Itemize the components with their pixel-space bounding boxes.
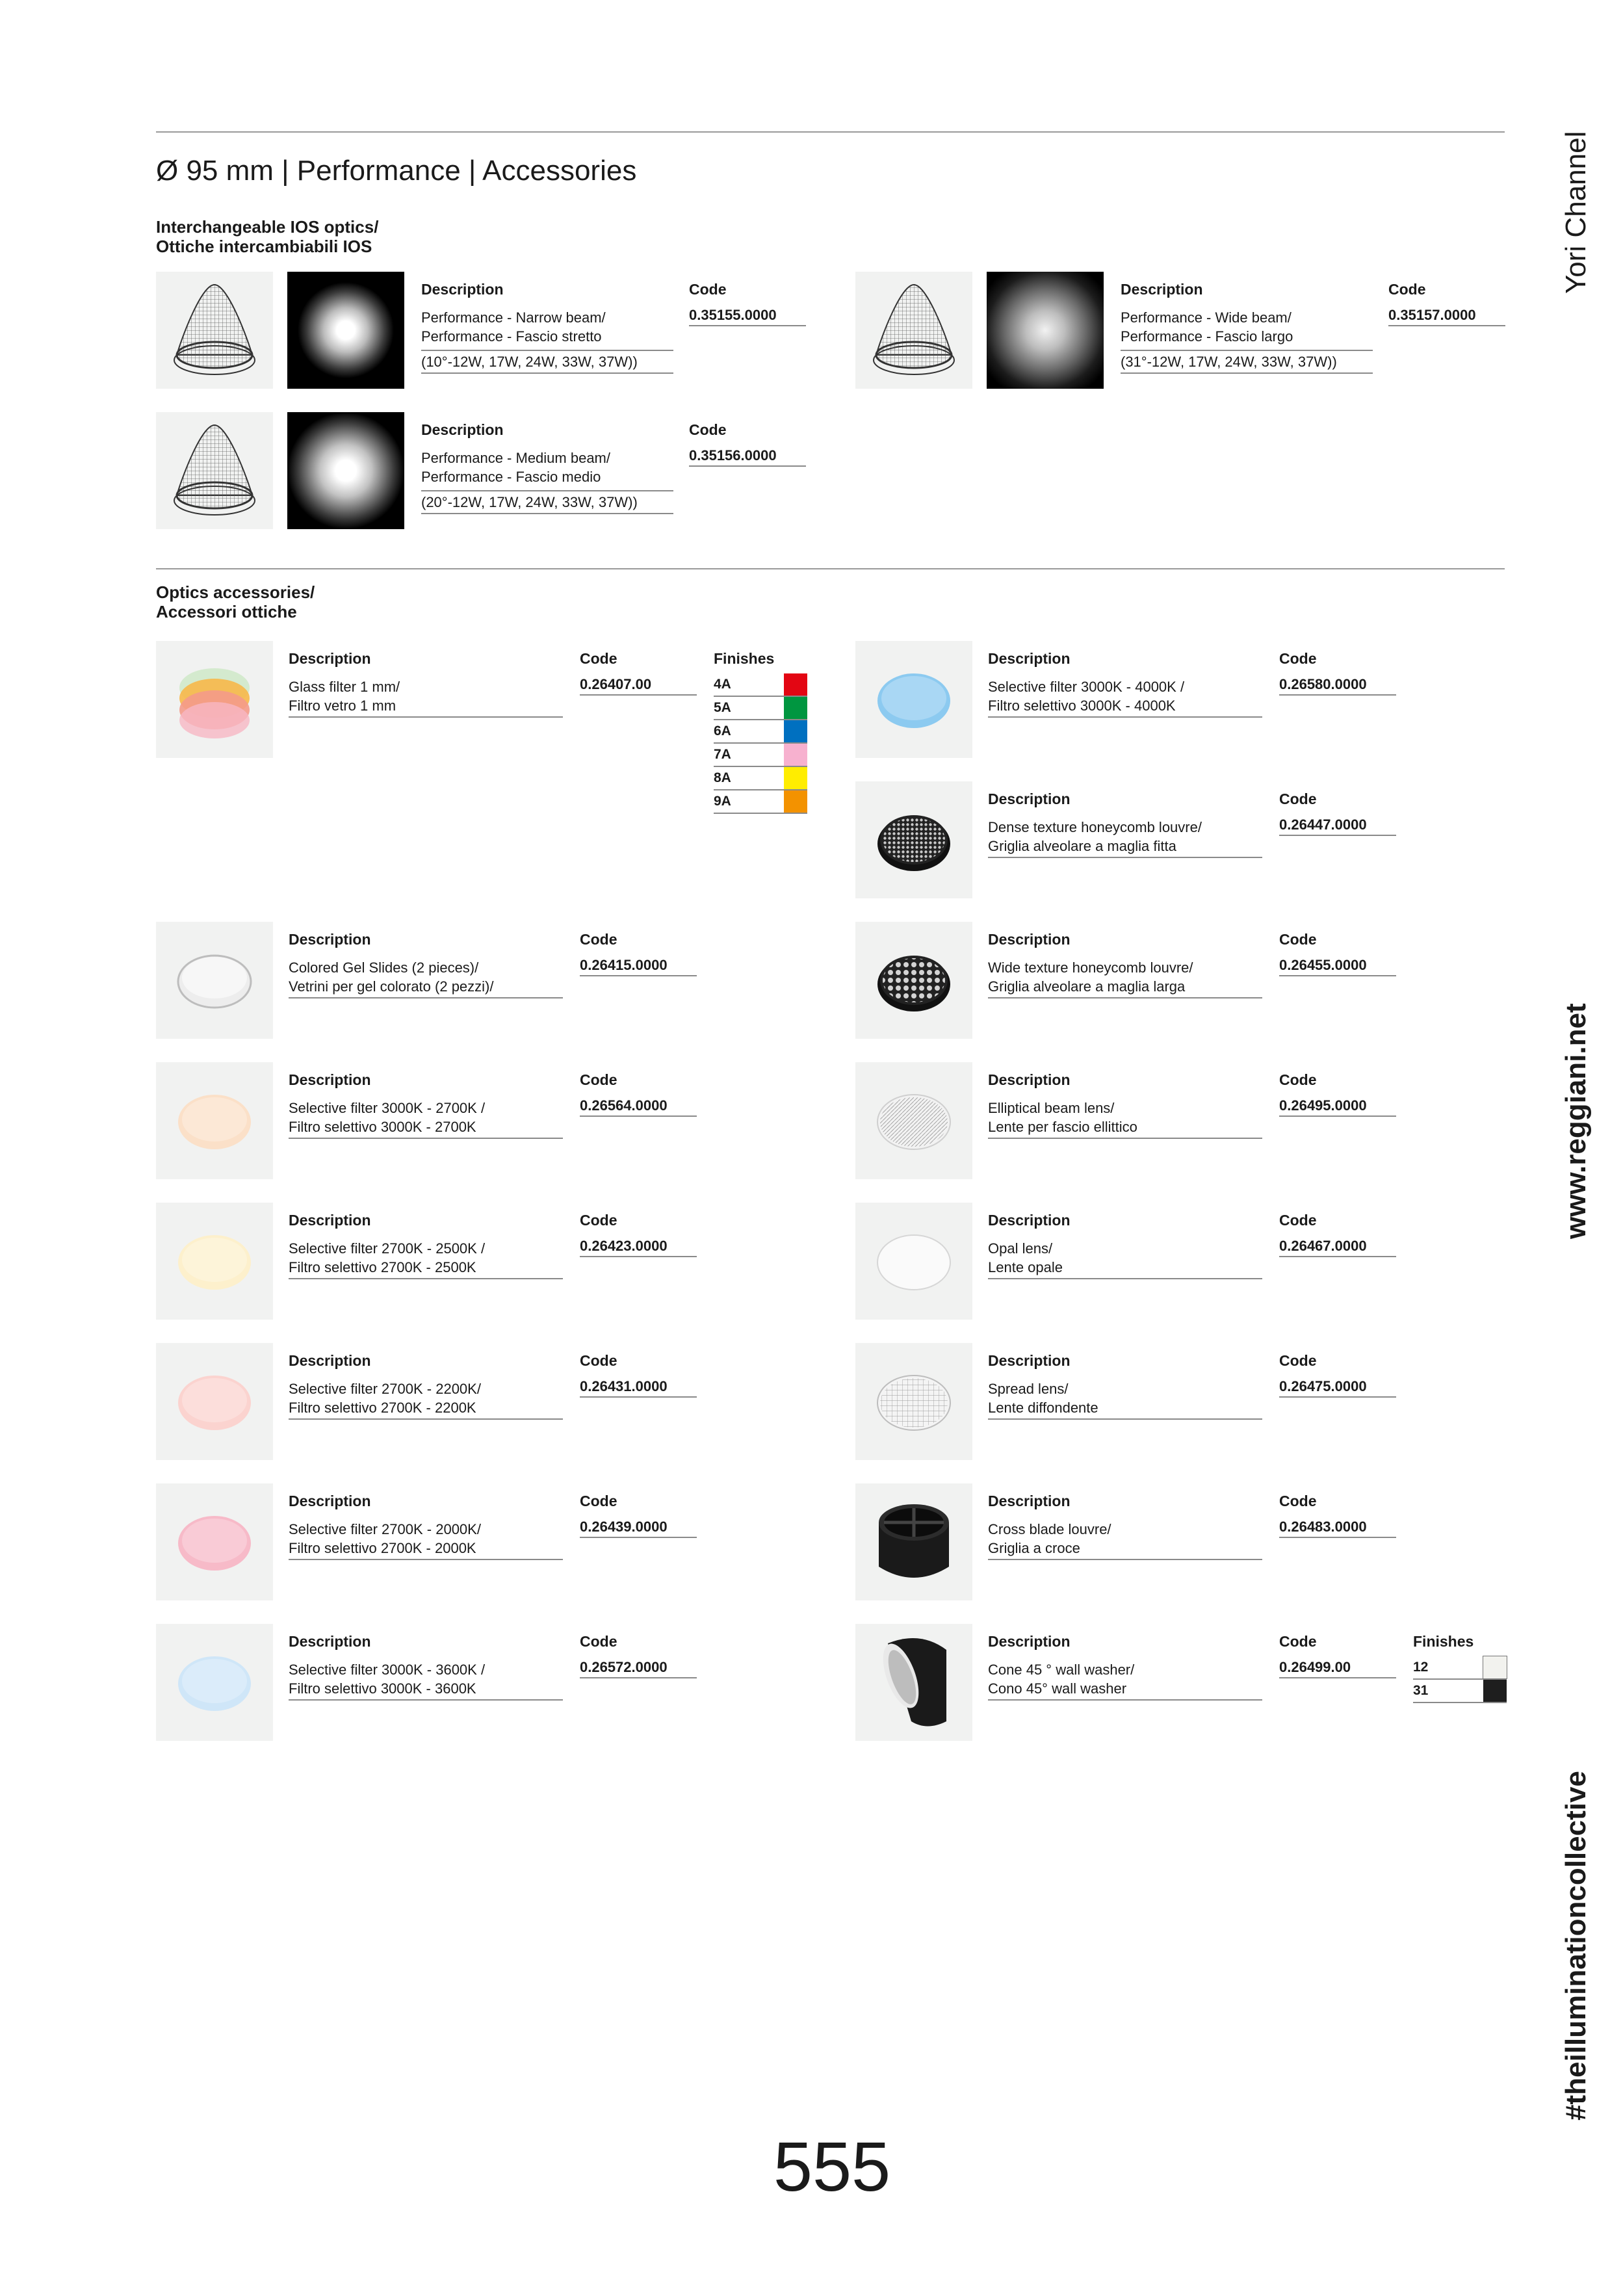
accessory-image xyxy=(156,641,273,758)
code-label: Code xyxy=(1279,931,1317,948)
finish-row xyxy=(714,673,807,697)
reflector-icon xyxy=(855,272,972,389)
finish-code: 8A xyxy=(714,770,731,785)
accessory-image xyxy=(855,1343,972,1460)
accessory-description xyxy=(289,1660,563,1701)
finish-code: 4A xyxy=(714,677,731,692)
accessory-description xyxy=(988,1520,1262,1560)
filter-disc-icon xyxy=(156,1483,273,1600)
product-code: 0.26439.0000 xyxy=(580,1519,697,1538)
desc-it: Vetrini per gel colorato (2 pezzi)/ xyxy=(289,978,494,995)
desc-en: Dense texture honeycomb louvre/ xyxy=(988,819,1202,835)
accessory-image xyxy=(855,1483,972,1600)
accessory-description xyxy=(988,1379,1262,1420)
accessory-description xyxy=(289,1099,563,1139)
filter-disc-icon xyxy=(855,641,972,758)
code-label: Code xyxy=(580,1493,617,1509)
finish-row xyxy=(714,744,807,767)
accessory-image xyxy=(855,1203,972,1320)
accessory-description xyxy=(988,677,1262,718)
accessory-image xyxy=(855,922,972,1039)
code-label: Code xyxy=(580,650,617,667)
accessory-image xyxy=(156,1062,273,1179)
accessory-description xyxy=(988,1239,1262,1279)
accessory-description xyxy=(988,818,1262,858)
accessory-description xyxy=(988,1660,1262,1701)
reflector-icon xyxy=(156,412,273,529)
desc-en: Cross blade louvre/ xyxy=(988,1521,1111,1537)
accessory-description xyxy=(289,677,563,718)
product-code: 0.26447.0000 xyxy=(1279,816,1396,836)
code-label: Code xyxy=(1279,1633,1317,1650)
description-label: Description xyxy=(289,1212,371,1229)
filter-disc-icon xyxy=(156,1343,273,1460)
optic-reflector-image xyxy=(156,272,273,389)
desc-en: Selective filter 2700K - 2500K / xyxy=(289,1240,486,1257)
wattage: (10°-12W, 17W, 24W, 33W, 37W)) xyxy=(421,350,673,371)
product-code: 0.26499.00 xyxy=(1279,1659,1396,1678)
desc-it: Lente diffondente xyxy=(988,1400,1098,1416)
desc-it: Filtro vetro 1 mm xyxy=(289,698,396,714)
finish-swatch xyxy=(1483,1656,1507,1678)
accessory-description xyxy=(988,1099,1262,1139)
desc-it: Performance - Fascio medio xyxy=(421,469,601,485)
product-code: 0.26580.0000 xyxy=(1279,676,1396,696)
accessories-section-title-it: Accessori ottiche xyxy=(156,602,297,621)
product-code: 0.26407.00 xyxy=(580,676,697,696)
desc-it: Lente opale xyxy=(988,1259,1063,1275)
filter-disc-icon xyxy=(156,1624,273,1741)
accessory-image xyxy=(156,1203,273,1320)
product-code: 0.26495.0000 xyxy=(1279,1097,1396,1117)
finish-swatch xyxy=(784,744,807,766)
description-label: Description xyxy=(421,421,504,438)
finish-swatch xyxy=(784,790,807,813)
optic-description xyxy=(421,308,673,374)
code-label: Code xyxy=(580,931,617,948)
top-divider xyxy=(156,131,1505,133)
product-code: 0.35157.0000 xyxy=(1388,307,1505,326)
narrow-beam-image xyxy=(287,272,404,389)
desc-it: Griglia alveolare a maglia larga xyxy=(988,978,1186,995)
description-label: Description xyxy=(1121,281,1203,298)
wattage: (31°-12W, 17W, 24W, 33W, 37W)) xyxy=(1121,350,1373,371)
code-label: Code xyxy=(1388,281,1426,298)
description-label: Description xyxy=(421,281,504,298)
desc-it: Performance - Fascio largo xyxy=(1121,328,1293,345)
gel-slide-icon xyxy=(156,922,273,1039)
desc-it: Lente per fascio ellittico xyxy=(988,1119,1137,1135)
accessory-image xyxy=(855,641,972,758)
code-label: Code xyxy=(580,1212,617,1229)
desc-en: Performance - Narrow beam/ xyxy=(421,309,606,326)
finish-code: 9A xyxy=(714,794,731,809)
page-number: 555 xyxy=(773,2127,891,2206)
description-label: Description xyxy=(988,931,1071,948)
hashtag-side-text: #theilluminationcollective xyxy=(1560,1771,1592,2120)
desc-en: Selective filter 3000K - 3600K / xyxy=(289,1662,486,1678)
description-label: Description xyxy=(289,1633,371,1650)
product-code: 0.26423.0000 xyxy=(580,1238,697,1257)
finish-row xyxy=(1413,1680,1507,1703)
desc-en: Spread lens/ xyxy=(988,1381,1069,1397)
description-label: Description xyxy=(289,1071,371,1088)
product-code: 0.26455.0000 xyxy=(1279,957,1396,976)
accessory-image xyxy=(855,1624,972,1741)
finish-row xyxy=(714,720,807,744)
product-code: 0.35155.0000 xyxy=(689,307,806,326)
accessory-image xyxy=(156,1624,273,1741)
accessory-description xyxy=(289,1239,563,1279)
optics-section-title-it: Ottiche intercambiabili IOS xyxy=(156,237,372,256)
accessories-section-title xyxy=(156,582,315,621)
finish-row xyxy=(1413,1656,1507,1680)
finishes-label: Finishes xyxy=(1413,1633,1474,1650)
code-label: Code xyxy=(689,281,727,298)
description-label: Description xyxy=(289,650,371,667)
desc-it: Griglia a croce xyxy=(988,1540,1080,1556)
filter-disc-icon xyxy=(156,1062,273,1179)
optics-section-title xyxy=(156,217,378,256)
filter-disc-icon xyxy=(156,1203,273,1320)
opal-lens-icon xyxy=(855,1203,972,1320)
accessory-image xyxy=(156,1483,273,1600)
code-label: Code xyxy=(1279,1071,1317,1088)
desc-it: Cono 45° wall washer xyxy=(988,1680,1127,1697)
code-label: Code xyxy=(1279,1212,1317,1229)
medium-beam-image xyxy=(287,412,404,529)
product-code: 0.26415.0000 xyxy=(580,957,697,976)
spread-lens-icon xyxy=(855,1343,972,1460)
code-label: Code xyxy=(1279,650,1317,667)
finish-code: 5A xyxy=(714,700,731,715)
code-label: Code xyxy=(580,1633,617,1650)
desc-it: Performance - Fascio stretto xyxy=(421,328,602,345)
description-label: Description xyxy=(988,790,1071,807)
optic-description xyxy=(421,449,673,514)
glass-filter-stack-icon xyxy=(156,641,273,758)
optic-reflector-image xyxy=(855,272,972,389)
accessory-description xyxy=(289,1520,563,1560)
finish-swatch xyxy=(784,673,807,696)
finish-swatch xyxy=(1483,1680,1507,1702)
reflector-icon xyxy=(156,272,273,389)
accessory-image xyxy=(156,1343,273,1460)
accessory-image xyxy=(156,922,273,1039)
desc-en: Colored Gel Slides (2 pieces)/ xyxy=(289,959,479,976)
code-label: Code xyxy=(580,1071,617,1088)
desc-en: Performance - Medium beam/ xyxy=(421,450,610,466)
cross-blade-louvre-icon xyxy=(855,1483,972,1600)
product-code: 0.35156.0000 xyxy=(689,447,806,467)
code-label: Code xyxy=(1279,790,1317,807)
desc-it: Filtro selettivo 3000K - 4000K xyxy=(988,698,1176,714)
accessory-image xyxy=(855,781,972,898)
description-label: Description xyxy=(289,1493,371,1509)
code-label: Code xyxy=(1279,1493,1317,1509)
accessories-section-title-en: Optics accessories/ xyxy=(156,582,315,602)
accessory-image xyxy=(855,1062,972,1179)
finish-row xyxy=(714,767,807,790)
desc-en: Elliptical beam lens/ xyxy=(988,1100,1115,1116)
finishes-label: Finishes xyxy=(714,650,775,667)
finish-row xyxy=(714,697,807,720)
desc-en: Selective filter 3000K - 4000K / xyxy=(988,679,1185,695)
description-label: Description xyxy=(988,1633,1071,1650)
accessory-description xyxy=(289,1379,563,1420)
product-code: 0.26564.0000 xyxy=(580,1097,697,1117)
page-title: Ø 95 mm | Performance | Accessories xyxy=(156,155,637,187)
description-label: Description xyxy=(289,1352,371,1369)
desc-it: Griglia alveolare a maglia fitta xyxy=(988,838,1176,854)
desc-en: Selective filter 3000K - 2700K / xyxy=(289,1100,486,1116)
description-label: Description xyxy=(988,1212,1071,1229)
description-label: Description xyxy=(988,1071,1071,1088)
code-label: Code xyxy=(689,421,727,438)
wide-honeycomb-louvre-icon xyxy=(855,922,972,1039)
desc-en: Selective filter 2700K - 2000K/ xyxy=(289,1521,481,1537)
desc-en: Cone 45 ° wall washer/ xyxy=(988,1662,1135,1678)
accessory-description xyxy=(988,958,1262,998)
desc-en: Performance - Wide beam/ xyxy=(1121,309,1292,326)
elliptical-lens-icon xyxy=(855,1062,972,1179)
optics-section-title-en: Interchangeable IOS optics/ xyxy=(156,217,379,237)
finish-code: 7A xyxy=(714,747,731,762)
finish-code: 31 xyxy=(1413,1683,1429,1698)
desc-it: Filtro selettivo 2700K - 2200K xyxy=(289,1400,476,1416)
accessory-description xyxy=(289,958,563,998)
product-code: 0.26572.0000 xyxy=(580,1659,697,1678)
desc-en: Opal lens/ xyxy=(988,1240,1053,1257)
desc-it: Filtro selettivo 2700K - 2000K xyxy=(289,1540,476,1556)
finish-row xyxy=(714,790,807,814)
dense-honeycomb-louvre-icon xyxy=(855,781,972,898)
description-label: Description xyxy=(988,650,1071,667)
finish-swatch xyxy=(784,697,807,719)
cone-wall-washer-icon xyxy=(855,1624,972,1741)
desc-it: Filtro selettivo 2700K - 2500K xyxy=(289,1259,476,1275)
desc-it: Filtro selettivo 3000K - 3600K xyxy=(289,1680,476,1697)
product-code: 0.26431.0000 xyxy=(580,1378,697,1398)
desc-it: Filtro selettivo 3000K - 2700K xyxy=(289,1119,476,1135)
code-label: Code xyxy=(580,1352,617,1369)
product-code: 0.26475.0000 xyxy=(1279,1378,1396,1398)
wattage: (20°-12W, 17W, 24W, 33W, 37W)) xyxy=(421,490,673,512)
desc-en: Selective filter 2700K - 2200K/ xyxy=(289,1381,481,1397)
product-code: 0.26467.0000 xyxy=(1279,1238,1396,1257)
finish-swatch xyxy=(784,767,807,789)
code-label: Code xyxy=(1279,1352,1317,1369)
finish-code: 6A xyxy=(714,724,731,738)
product-code: 0.26483.0000 xyxy=(1279,1519,1396,1538)
description-label: Description xyxy=(289,931,371,948)
desc-en: Glass filter 1 mm/ xyxy=(289,679,400,695)
finish-code: 12 xyxy=(1413,1660,1429,1675)
website-side-text: www.reggiani.net xyxy=(1560,1003,1592,1239)
section-divider xyxy=(156,568,1505,569)
optic-reflector-image xyxy=(156,412,273,529)
brand-side-text: Yori Channel xyxy=(1560,131,1592,294)
description-label: Description xyxy=(988,1352,1071,1369)
finish-swatch xyxy=(784,720,807,742)
optic-description xyxy=(1121,308,1373,374)
wide-beam-image xyxy=(987,272,1104,389)
description-label: Description xyxy=(988,1493,1071,1509)
desc-en: Wide texture honeycomb louvre/ xyxy=(988,959,1193,976)
